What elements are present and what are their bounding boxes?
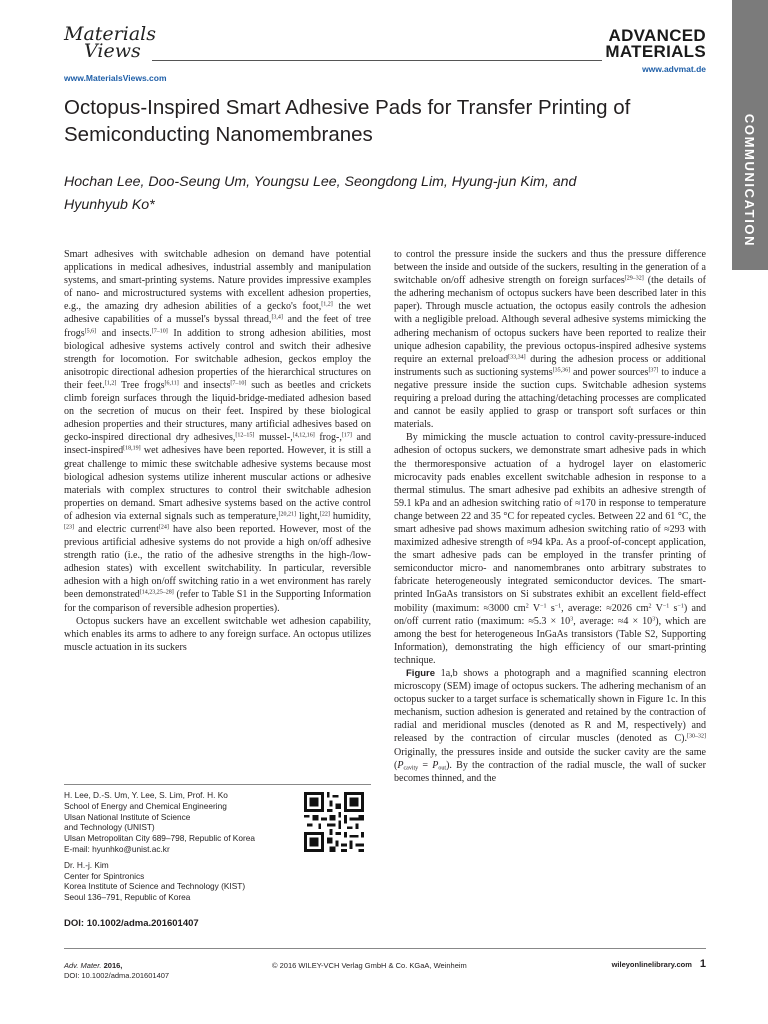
footer-divider	[64, 948, 706, 949]
affiliation-line: Dr. H.-j. Kim	[64, 859, 109, 870]
article-title: Octopus-Inspired Smart Adhesive Pads for Transfer Printing of Semiconducting Nanomembranes	[64, 96, 631, 146]
footer-citation	[64, 961, 169, 981]
advanced-materials-logo	[605, 28, 706, 60]
section-tab	[732, 0, 768, 270]
body-column-left	[64, 248, 371, 654]
page-number: 1	[699, 958, 706, 970]
materials-views-logo	[64, 23, 156, 62]
paragraph: Smart adhesives with switchable adhesion on demand have potential applications in medical adhesives, industrial assembly and manipulation systems, and smart-printing systems. Nature provides impressive examples of nano- and microstructured systems with excellent adhesion properties, e.g., the amazing dry adhesion abilities of a gecko's foot,[1,2] the wet adhesive capabilities of a mussel's byssal thread,[3,4] and the feet of tree frogs[5,6] and insects.[7–10] In addition to strong adhesion abilities, most biological adhesive systems actively control and switch their adhesive strength for locomotion. For switchable adhesion, geckos employ the anisotropic directional adhesion properties of the hierarchical structures on their feet.[1,2] Tree frogs[6,11] and insects[7–10] such as beetles and crickets climb foreign surfaces through the liquid-bridge-mediated adhesion based on the secretion of mucus on their feet. Inspired by these biological adhesion properties and their structures, many artificial adhesives based on gecko-inspired directional dry adhesives,[12–15] mussel-,[4,12,16] frog-,[17] and insect-inspired[18,19] wet adhesives have been reported. However, it is still a great challenge to mimic these switchable adhesive systems because most biological adhesion systems utilize inherent muscular actions or adhesive materials with complex structures to control their switchable adhesion properties on demand. Smart adhesive systems based on the active control of adhesion via external signals such as temperature,[20,21] light,[22] humidity,[23] and electric current[24] have also been reported. However, most of the previous artificial adhesive systems do not provide a high on/off adhesive strength ratio (i.e., the ratio of the adhesive strengths in the high-/low-adhesion states) with excellent switchability. In particular, reversible adhesion with a high on/off switching ratio in a wet environment has rarely been demonstrated[14,23,25–28] (refer to Table S1 in the Supporting Information for the comparison of reversible adhesion properties).	[64, 249, 372, 614]
body-column-right	[394, 248, 706, 785]
affiliation-line: and Technology (UNIST)	[64, 822, 155, 833]
affiliation-line: H. Lee, D.-S. Um, Y. Lee, S. Lim, Prof. H. Ko	[64, 790, 228, 800]
footer-right	[612, 959, 706, 970]
footer-copyright: © 2016 WILEY-VCH Verlag GmbH & Co. KGaA, Weinheim	[272, 961, 467, 970]
affiliation-line: School of Energy and Chemical Engineering	[64, 800, 227, 811]
journal-logo-line-2: MATERIALS	[605, 42, 706, 61]
footer-doi: DOI: 10.1002/adma.201601407	[64, 971, 170, 980]
article-doi[interactable]: DOI: 10.1002/adma.201601407	[64, 918, 199, 929]
advmat-link[interactable]: www.advmat.de	[642, 64, 706, 74]
affiliations	[64, 790, 304, 903]
section-tab-label: COMMUNICATION	[742, 113, 758, 247]
journal-logo-line-1: ADVANCED	[608, 26, 706, 45]
footer-year: 2016,	[101, 961, 123, 970]
email-link[interactable]: E-mail: hyunhko@unist.ac.kr	[64, 843, 170, 854]
author-list: Hochan Lee, Doo-Seung Um, Youngsu Lee, Seongdong Lim, Hyung-jun Kim, and Hyunhyub Ko*	[64, 174, 577, 213]
paragraph: By mimicking the muscle actuation to control cavity-pressure-induced adhesion of octopus suckers, we demonstrate smart adhesive pads in which the thermoresponsive actuation of a hydrogel layer on elastomeric microcavity pads enables excellent switchable adhesion in response to a thermal stimulus. The smart adhesive pad exhibits an adhesive strength of 59.1 kPa and an adhesion switching ratio of ≈170 in response to temperature change between 22 and 35 °C for repeated cycles. Between 22 and 61 °C, the smart adhesive pad shows maximum adhesion switching ratio of ≈293 with maximized adhesive strength of ≈94 kPa. As a proof-of-concept application, the smart adhesive pads can be employed in the transfer printing of semiconductor micro- and nanomembranes onto arbitrary substrates to fabricate heterogeneously integrated semiconductor devices. The smart-printed InGaAs transistors on Si substrates exhibit an excellent field-effect mobility (maximum: ≈3000 $cm^2$ $V^{-1}$ $s^{-1}$, average: ≈2026 $cm^2$ $V^{-1}$ $s^{-1}$) and on/off current ratio (maximum: $\approx 5.3 \times 10^3$, average: $\approx 4 \times 10^3$), which are among the best for heterogeneous InGaAs transistors (Table S2, Supporting Information), demonstrating the high efficiency of our smart-printing technique.	[394, 432, 707, 666]
paragraph: to control the pressure inside the suckers and thus the pressure difference between the inside and outside of the suckers, resulting in the generation of a switchable on/off adhesive strength on foreign surfaces[29–32] (the details of the adhering mechanism of octopus suckers have been described later in this paper). Through muscle actuation, the octopus easily controls the adhesion with a negligible preload. Although several adhesive systems mimicking the adhering mechanism of octopus suckers have been reported to realize their unique adhesion capability, the previous octopus-inspired adhesive systems require an external preload[33,34] during the adhesion process or additional instruments such as suctioning systems[35,36] and power sources[37] to induce a negative pressure inside the suction cups. Switchable adhesion systems requiring a preload during the attaching/detaching processes are complicated and cannot be easily applied to grasp or transport soft surfaces or thin materials.	[394, 249, 706, 431]
logo-line-1: Materials	[64, 23, 156, 45]
affiliation-line: Korea Institute of Science and Technology (KIST)	[64, 881, 246, 892]
materialsviews-link[interactable]: www.MaterialsViews.com	[64, 73, 167, 83]
logo-line-2: Views	[84, 40, 141, 62]
affiliation-divider	[64, 784, 371, 785]
footer-journal: Adv. Mater.	[64, 961, 102, 970]
paragraph: Octopus suckers have an excellent switchable wet adhesion capability, which enables its arms to adhere to any foreign surface. An octopus utilizes muscle actuation in its suckers	[64, 615, 371, 653]
paragraph: Figure 1a,b shows a photograph and a magnified scanning electron microscopy (SEM) image of octopus suckers. The adhering mechanism of an octopus sucker to a target surface is schematically shown in Figure 1c. In this mechanism, suction adhesion is generated and retained by the contraction of radial and meridional muscles (denoted as R and M, respectively) and released by the contraction of circular muscles (denoted as C).[30–32] Originally, the pressures inside and outside the sucker cavity are the same $(P_{cavity} = P_{out})$. By the contraction of the radial muscle, the wall of sucker becomes thinned, and the	[394, 668, 706, 784]
affiliation-line: Ulsan National Institute of Science	[64, 811, 191, 822]
affiliation-line: Seoul 136–791, Republic of Korea	[64, 892, 191, 903]
affiliation-line: Center for Spintronics	[64, 870, 145, 881]
header-divider	[152, 60, 602, 61]
affiliation-line: Ulsan Metropolitan City 689–798, Republic of Korea	[64, 833, 255, 844]
wiley-link[interactable]: wileyonlinelibrary.com	[611, 960, 692, 969]
qr-code-icon[interactable]	[304, 792, 364, 852]
